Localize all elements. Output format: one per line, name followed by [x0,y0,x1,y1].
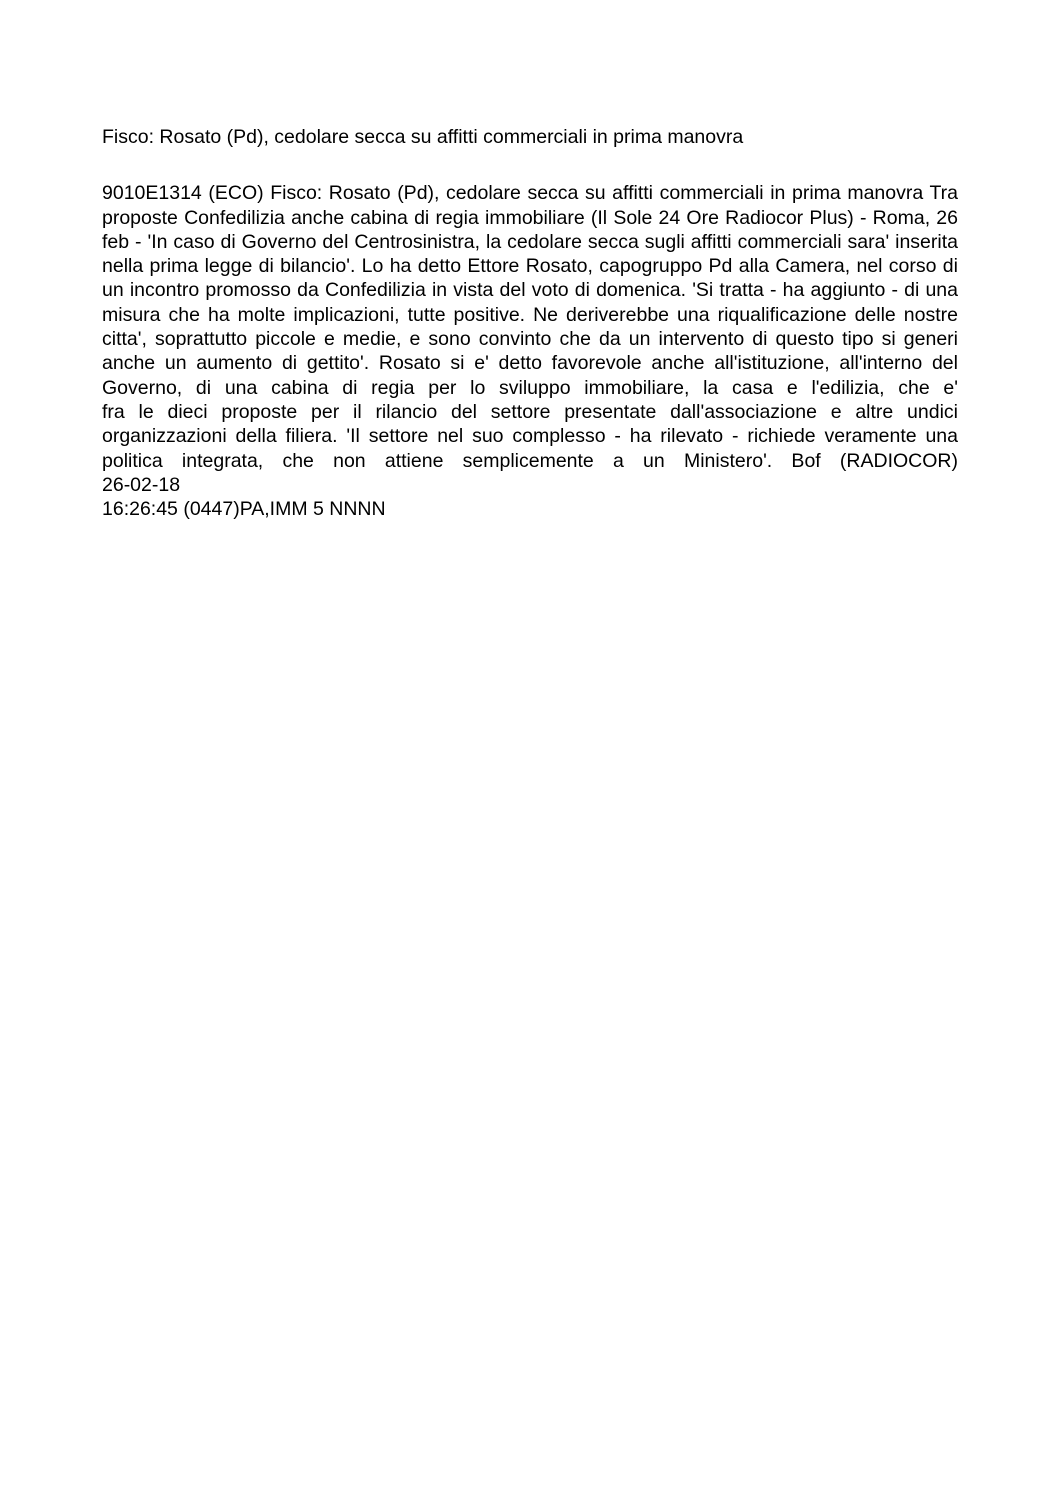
document-title: Fisco: Rosato (Pd), cedolare secca su affitti commerciali in prima manovra [102,126,744,148]
document-content [102,125,958,521]
time-line: 16:26:45 (0447)PA,IMM 5 NNNN [102,498,386,521]
body-paragraph-2: fra le dieci proposte per il rilancio del settore presentate dall'associazione e altre undici organizzazioni della filiera. 'Il settore nel suo complesso - ha rilevato - richiede veramente una politica integrata, che non attiene semplicemente a un Ministero'. Bof (RADIOCOR) [102,400,958,472]
date-line: 26-02-18 [102,473,181,496]
body-paragraph-1: 9010E1314 (ECO) Fisco: Rosato (Pd), cedolare secca su affitti commerciali in prima manovra Tra proposte Confedilizia anche cabina di regia immobiliare (Il Sole 24 Ore Radiocor Plus) - Roma, 26 feb - 'In caso di Governo del Centrosinistra, la cedolare secca sugli affitti commerciali sara' inserita nella prima legge di bilancio'. Lo ha detto Ettore Rosato, capogruppo Pd alla Camera, nel corso di un incontro promosso da Confedilizia in vista del voto di domenica. 'Si tratta - ha aggiunto - di una misura che ha molte implicazioni, tutte positive. Ne deriverebbe una riqualificazione delle nostre citta', soprattutto piccole e medie, e sono convinto che da un intervento di questo tipo si generi anche un aumento di gettito'. Rosato si e' detto favorevole anche all'istituzione, all'interno del Governo, di una cabina di regia per lo sviluppo immobiliare, la casa e l'edilizia, che e' [102,182,958,399]
document-body [102,181,958,521]
